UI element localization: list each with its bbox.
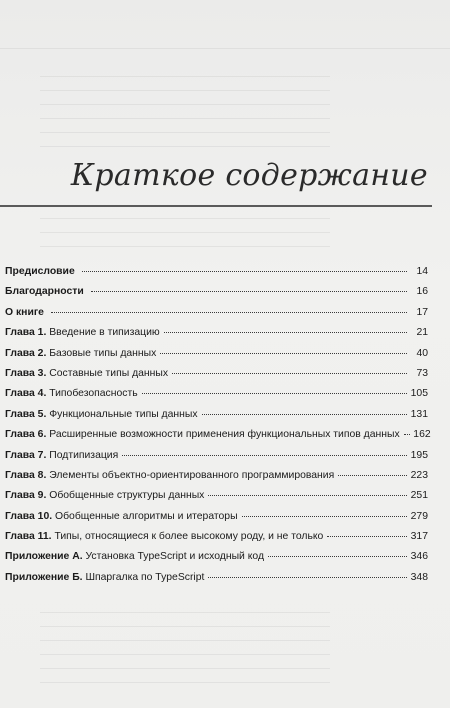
toc-entry-chapter-5[interactable]: [5, 409, 428, 429]
dot-leader: [91, 291, 407, 292]
show-through-line: [40, 246, 330, 247]
toc-entry-appendix-a[interactable]: [5, 551, 428, 571]
toc-entry-chapter-4[interactable]: [5, 388, 428, 408]
toc-entry-about-book[interactable]: [5, 307, 428, 327]
toc-entry-chapter-7[interactable]: [5, 450, 428, 470]
show-through-line: [40, 668, 330, 669]
toc-entry-title: Обобщенные структуры данных: [49, 490, 205, 502]
toc-entry-page: 40: [416, 347, 428, 359]
dot-leader: [172, 373, 407, 374]
show-through-line: [40, 132, 330, 133]
dot-leader: [164, 332, 407, 333]
toc-entry-title: Шпаргалка по TypeScript: [85, 571, 205, 583]
toc-entry-label: Благодарности: [5, 286, 84, 298]
dot-leader: [202, 414, 407, 415]
toc-entry-page: 317: [410, 531, 428, 543]
toc-entry-title: Составные типы данных: [49, 367, 169, 379]
toc-entry-chapter-11[interactable]: [5, 531, 428, 551]
toc-entry-chapter-3[interactable]: [5, 368, 428, 388]
toc-entry-title: Элементы объектно-ориентированного программирования: [49, 469, 335, 481]
toc-entry-label: Глава 1.: [5, 327, 47, 339]
toc-entry-chapter-1[interactable]: [5, 327, 428, 347]
toc-entry-label: Глава 7.: [5, 449, 47, 461]
toc-entry-page: 16: [416, 286, 428, 298]
toc-entry-chapter-8[interactable]: [5, 470, 428, 490]
show-through-line: [40, 118, 330, 119]
toc-entry-page: 17: [416, 306, 428, 318]
toc-entry-title: Введение в типизацию: [49, 327, 160, 339]
toc-entry-label: Глава 11.: [5, 531, 52, 543]
show-through-line: [40, 612, 330, 613]
toc-entry-label: Глава 5.: [5, 408, 47, 420]
show-through-line: [40, 626, 330, 627]
toc-entry-chapter-10[interactable]: [5, 511, 428, 531]
page-title: Краткое содержание: [70, 158, 428, 193]
toc-entry-page: 346: [410, 551, 428, 563]
toc-entry-page: 105: [410, 388, 428, 400]
show-through-line: [40, 90, 330, 91]
toc-entry-label: Приложение Б.: [5, 571, 83, 583]
toc-entry-label: Глава 4.: [5, 388, 47, 400]
dot-leader: [327, 536, 407, 537]
toc-entry-chapter-9[interactable]: [5, 490, 428, 510]
toc-entry-page: 348: [410, 571, 428, 583]
dot-leader: [242, 516, 407, 517]
dot-leader: [82, 271, 407, 272]
toc-entry-title: Расширенные возможности применения функциональных типов данных: [49, 429, 400, 441]
toc-entry-acknowledgements[interactable]: [5, 286, 428, 306]
toc-entry-title: Типобезопасность: [49, 388, 138, 400]
toc-entry-label: Глава 10.: [5, 510, 53, 522]
toc-entry-page: 162: [413, 429, 431, 441]
toc-entry-page: 251: [410, 490, 428, 502]
toc-entry-page: 14: [416, 266, 428, 277]
show-through-line: [40, 218, 330, 219]
dot-leader: [338, 475, 407, 476]
show-through-line: [40, 640, 330, 641]
show-through-line: [40, 682, 330, 683]
toc-entry-preface[interactable]: [5, 266, 428, 286]
show-through-line: [0, 48, 450, 49]
dot-leader: [404, 434, 410, 435]
dot-leader: [268, 556, 407, 557]
dot-leader: [122, 455, 407, 456]
toc-entry-label: Глава 9.: [5, 490, 47, 502]
toc-entry-label: Глава 2.: [5, 347, 47, 359]
dot-leader: [208, 577, 407, 578]
toc-entry-label: О книге: [5, 306, 44, 318]
toc-entry-title: Обобщенные алгоритмы и итераторы: [55, 510, 238, 522]
show-through-line: [40, 232, 330, 233]
toc-entry-label: Глава 8.: [5, 469, 47, 481]
dot-leader: [142, 393, 407, 394]
toc-entry-page: 195: [410, 449, 428, 461]
toc-entry-page: 279: [410, 510, 428, 522]
show-through-line: [40, 654, 330, 655]
title-rule: [0, 205, 432, 207]
table-of-contents: [5, 266, 431, 592]
toc-entry-page: 73: [416, 367, 428, 379]
show-through-line: [40, 76, 330, 77]
toc-entry-title: Подтипизация: [49, 449, 119, 461]
dot-leader: [160, 353, 407, 354]
dot-leader: [208, 495, 407, 496]
toc-entry-chapter-2[interactable]: [5, 348, 428, 368]
show-through-line: [40, 104, 330, 105]
toc-entry-appendix-b[interactable]: [5, 572, 428, 592]
toc-entry-label: Глава 6.: [5, 429, 47, 441]
toc-entry-label: Приложение А.: [5, 551, 83, 563]
toc-entry-chapter-6[interactable]: [5, 429, 431, 449]
show-through-line: [40, 146, 330, 147]
dot-leader: [51, 312, 407, 313]
toc-entry-page: 223: [410, 469, 428, 481]
toc-entry-title: Функциональные типы данных: [49, 408, 198, 420]
toc-entry-title: Типы, относящиеся к более высокому роду, и не только: [54, 531, 324, 543]
toc-entry-page: 131: [410, 408, 428, 420]
toc-entry-page: 21: [416, 327, 428, 339]
toc-entry-label: Предисловие: [5, 266, 75, 277]
toc-entry-title: Установка TypeScript и исходный код: [85, 551, 265, 563]
toc-entry-label: Глава 3.: [5, 367, 47, 379]
toc-entry-title: Базовые типы данных: [49, 347, 157, 359]
